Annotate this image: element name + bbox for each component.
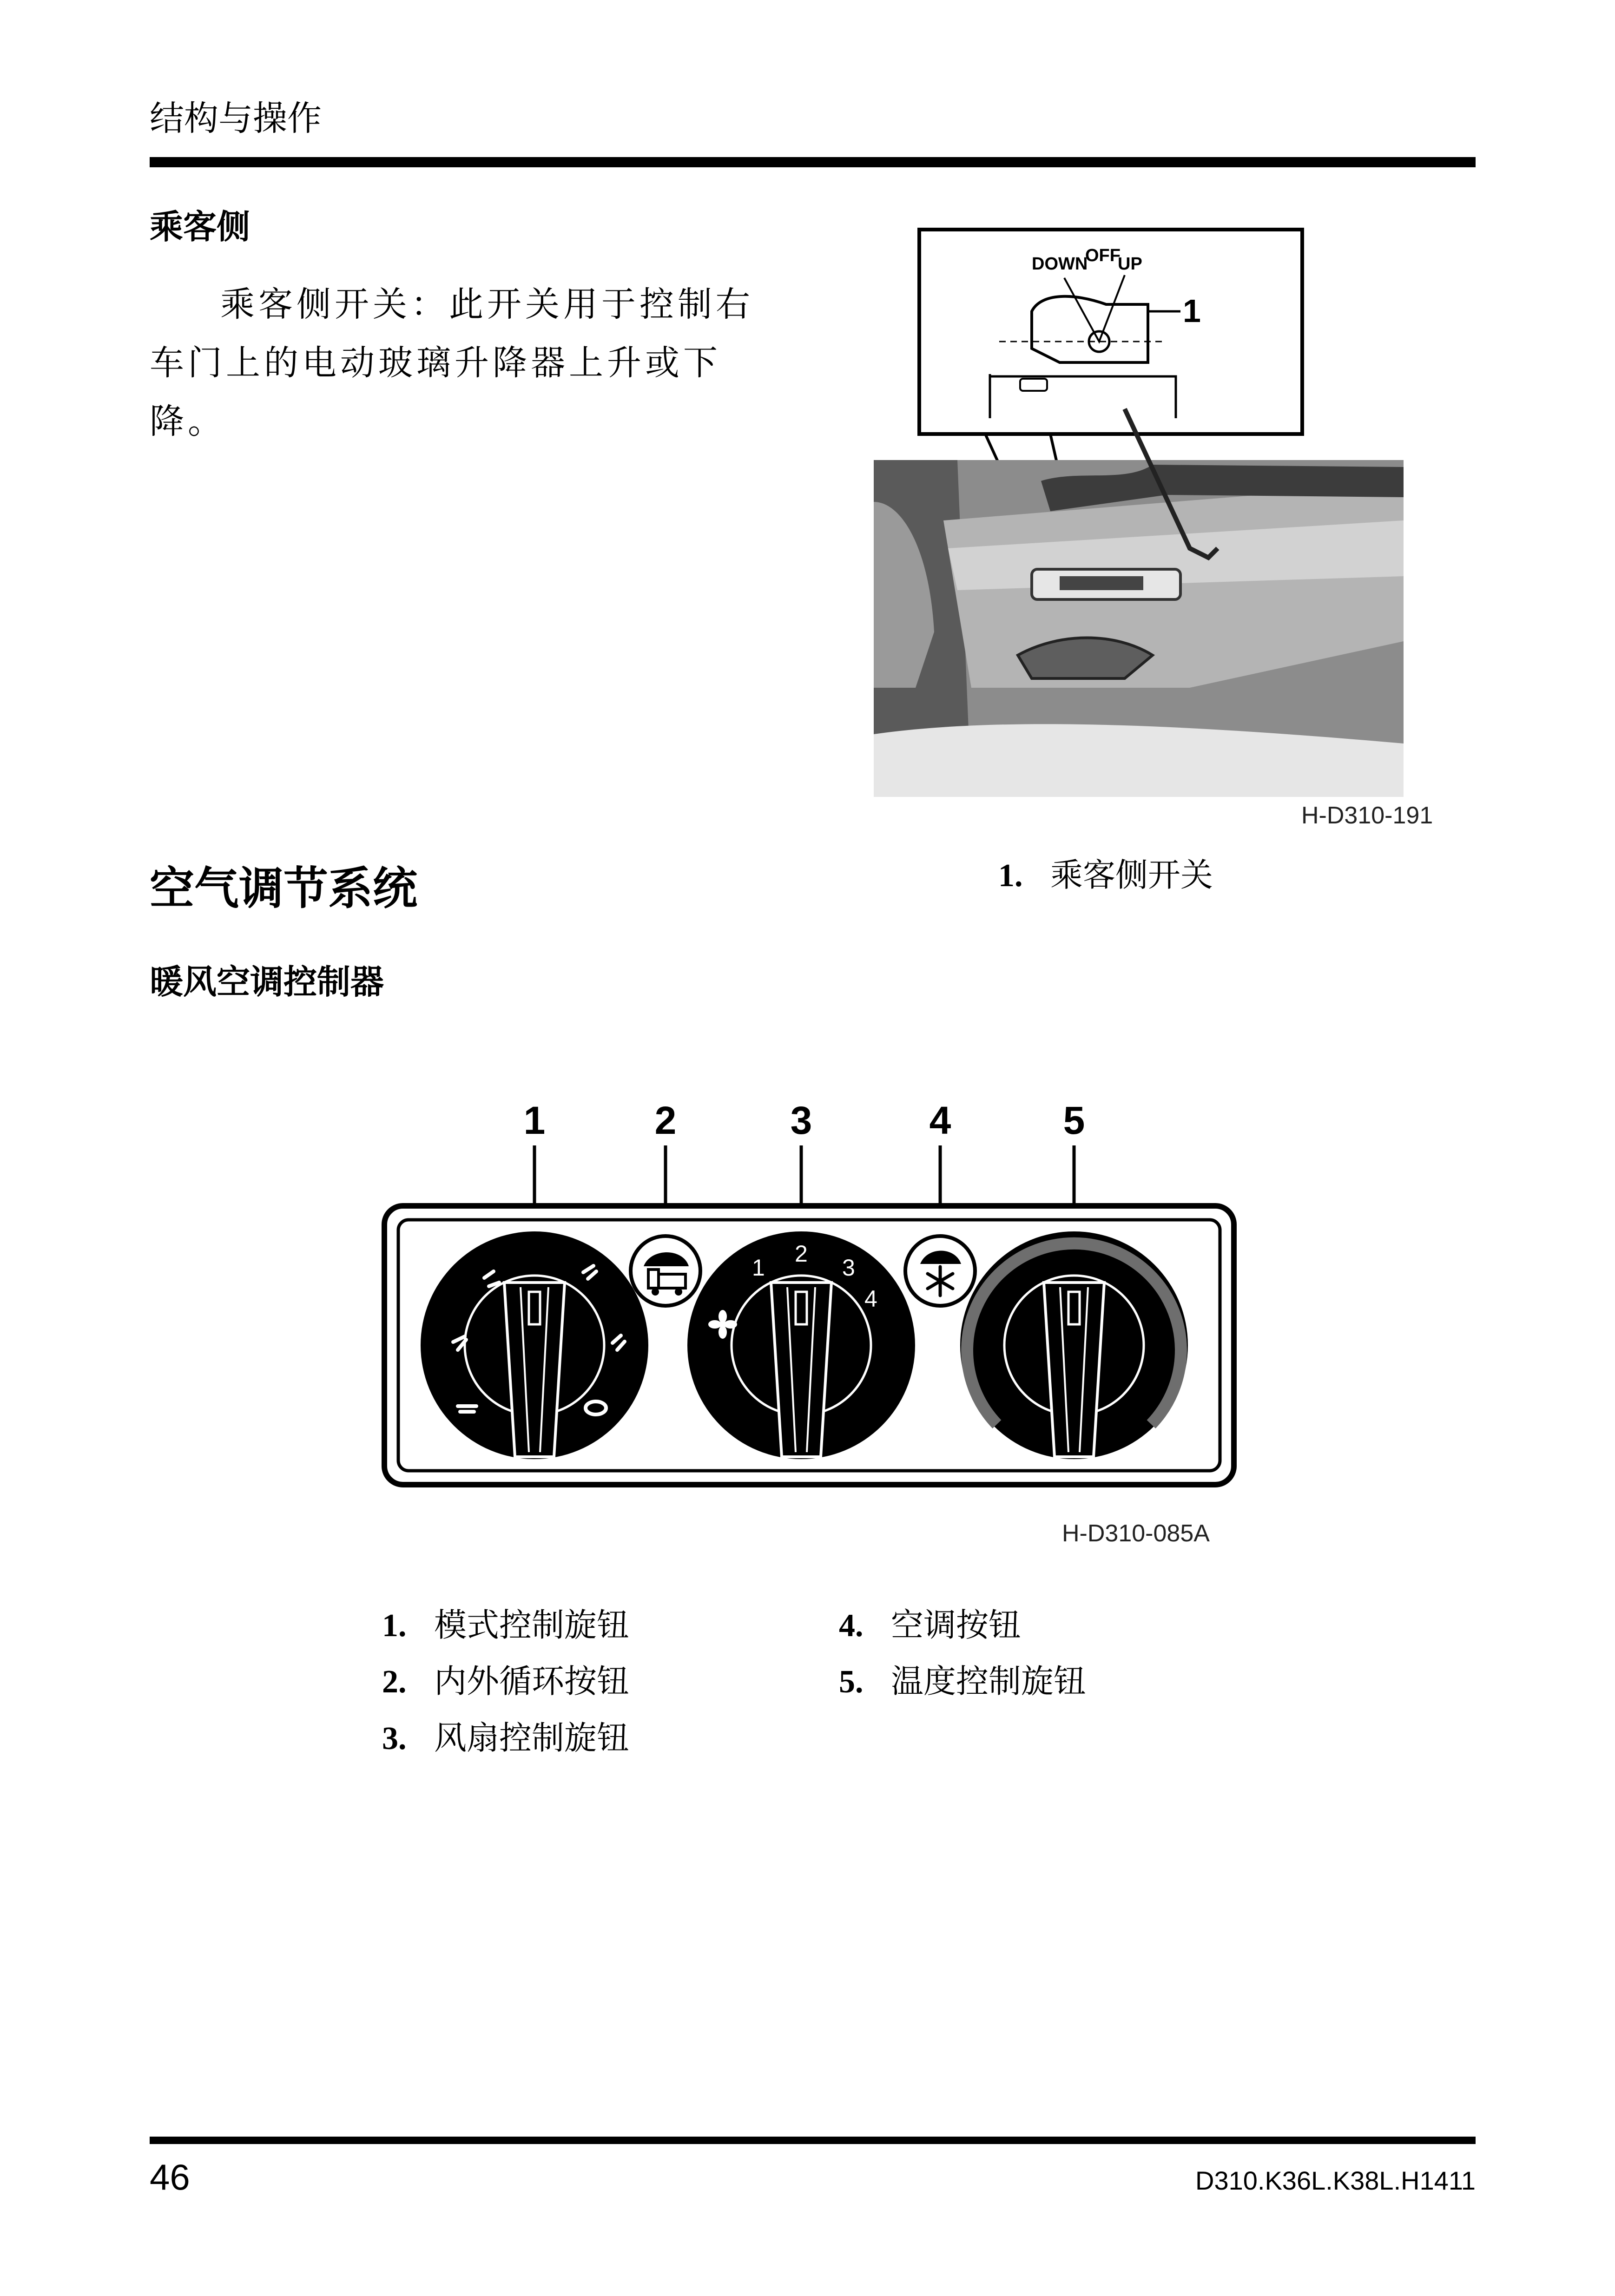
callout-1: 1 [523, 1099, 546, 1142]
fan-speed-3: 3 [842, 1255, 855, 1281]
door-switch-figure [864, 223, 1469, 846]
panel-figure-code: H-D310-085A [1062, 1520, 1210, 1547]
caption-item-2 [382, 1662, 629, 1700]
caption-number: 4. [839, 1608, 864, 1644]
caption-number: 2. [382, 1664, 407, 1700]
caption-item-4 [839, 1606, 1021, 1644]
footer-rule [150, 2137, 1476, 2144]
ac-button [905, 1236, 975, 1306]
caption-text: 模式控制旋钮 [434, 1606, 629, 1644]
callout-3: 3 [790, 1099, 812, 1142]
ac-control-panel-figure [381, 1087, 1241, 1515]
caption-number: 1. [382, 1608, 407, 1644]
temperature-control-knob [960, 1231, 1188, 1459]
caption-text: 乘客侧开关 [1050, 856, 1213, 894]
caption-number: 3. [382, 1721, 407, 1757]
callout-5: 5 [1063, 1099, 1085, 1142]
label-off: OFF [1085, 246, 1121, 265]
callout-2: 2 [654, 1099, 677, 1142]
door-figure-code: H-D310-191 [1301, 802, 1433, 829]
label-up: UP [1118, 254, 1142, 274]
fan-speed-4: 4 [864, 1286, 877, 1312]
fan-speed-1: 1 [752, 1255, 765, 1281]
caption-item-3 [382, 1719, 629, 1757]
caption-item-5 [839, 1662, 1086, 1700]
page-number: 46 [150, 2157, 190, 2197]
header-rule [150, 157, 1476, 167]
label-down: DOWN [1032, 254, 1088, 274]
caption-item-1 [382, 1606, 629, 1644]
fan-control-knob [687, 1231, 915, 1459]
door-caption-item [998, 856, 1213, 894]
caption-text: 内外循环按钮 [434, 1662, 629, 1700]
caption-text: 风扇控制旋钮 [434, 1719, 629, 1757]
document-code: D310.K36L.K38L.H1411 [1195, 2166, 1476, 2195]
caption-text: 温度控制旋钮 [891, 1662, 1086, 1700]
caption-number: 5. [839, 1664, 864, 1700]
mode-control-knob [421, 1231, 648, 1459]
passenger-paragraph: 乘客侧开关：此开关用于控制右车门上的电动玻璃升降器上升或下降。 [150, 284, 754, 441]
ac-subheading: 暖风空调控制器 [150, 962, 384, 1001]
fan-speed-2: 2 [795, 1241, 808, 1267]
caption-number: 1. [998, 858, 1023, 894]
recirculation-button [631, 1236, 700, 1306]
running-header-title: 结构与操作 [150, 99, 322, 138]
ac-heading: 空气调节系统 [150, 862, 417, 914]
passenger-heading: 乘客侧 [150, 207, 250, 246]
switch-callout-number: 1 [1183, 293, 1201, 329]
callout-4: 4 [929, 1099, 951, 1142]
caption-text: 空调按钮 [891, 1606, 1021, 1644]
